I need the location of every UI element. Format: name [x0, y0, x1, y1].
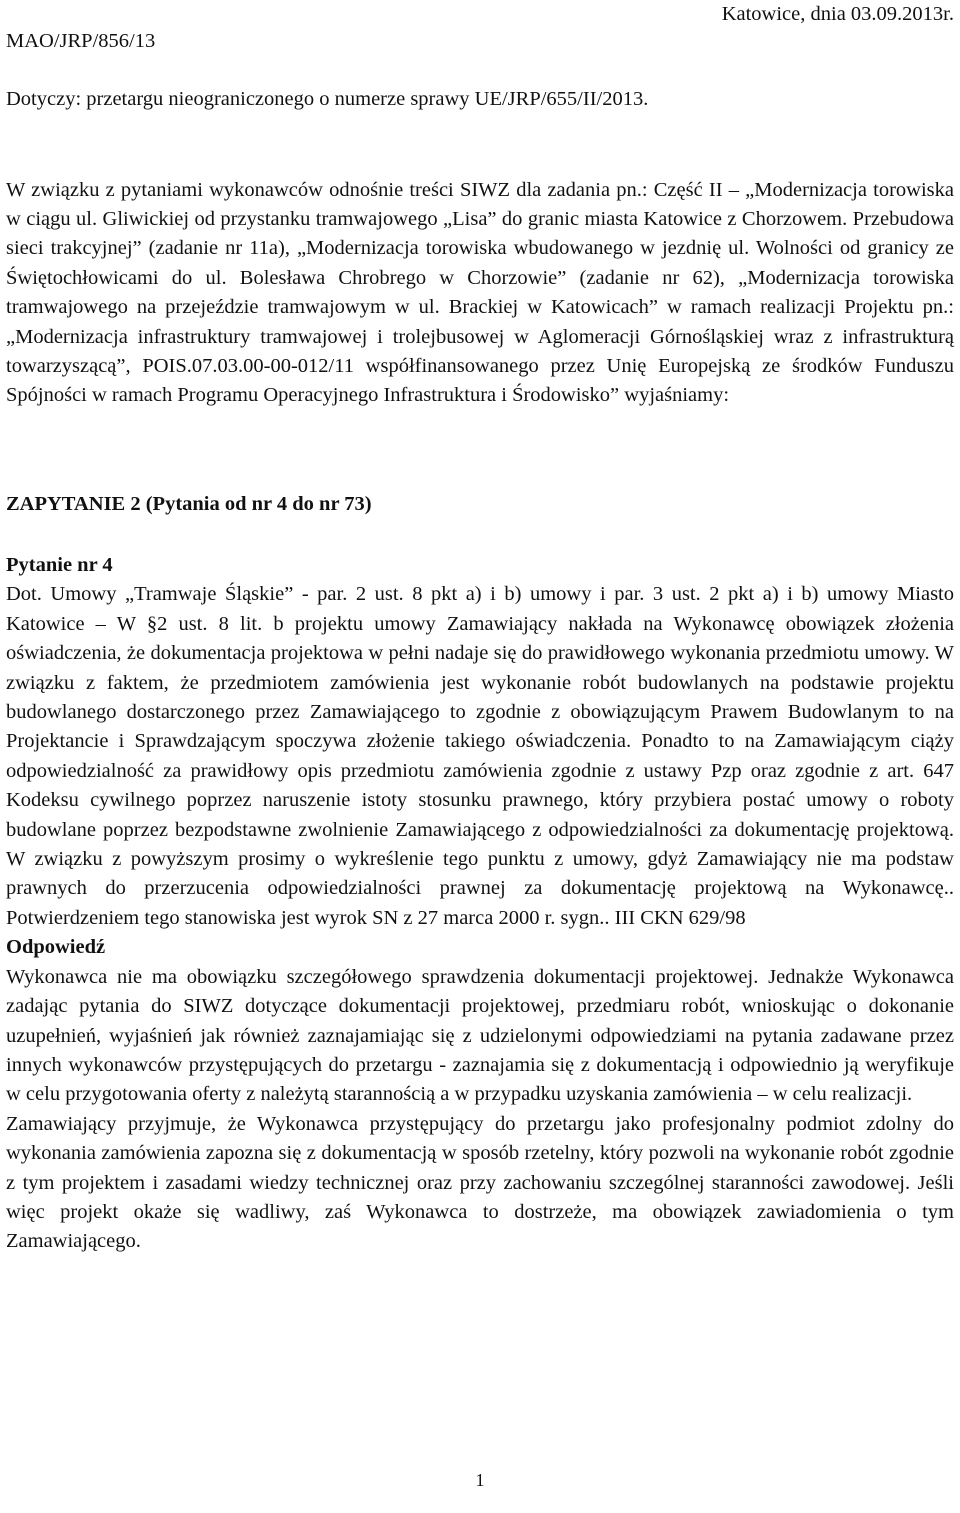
page-number: 1: [475, 1470, 485, 1490]
question-title: Pytanie nr 4: [6, 554, 113, 576]
question-section: [6, 490, 954, 1257]
answer-paragraph-2: Zamawiający przyjmuje, że Wykonawca przystępujący do przetargu jako profesjonalny podmiot zdolny do wykonania zamówienia zapozna się z dokumentacją w sposób rzetelny, który pozwoli na wykonanie robót zgodnie z tym projektem i zasadami wiedzy technicznej oraz przy zachowaniu szczególnej staranności zawodowej. Jeśli więc projekt okaże się wadliwy, zaś Wykonawca to dostrzeże, ma obowiązek zawiadomienia o tym Zamawiającego.: [6, 1112, 954, 1253]
document-date: Katowice, dnia 03.09.2013r.: [721, 3, 954, 25]
intro-paragraph: W związku z pytaniami wykonawców odnośnie treści SIWZ dla zadania pn.: Część II – „Modernizacja torowiska w ciągu ul. Gliwickiej od przystanku tramwajowego „Lisa” do granic miasta Katowice z Chorzowem. Przebudowa sieci trakcyjnej” (zadanie nr 11a), „Modernizacja torowiska wbudowanego w jezdnię ul. Wolności od granicy ze Świętochłowicami do ul. Bolesława Chrobrego w Chorzowie” (zadanie nr 62), „Modernizacja torowiska tramwajowego na przejeździe tramwajowym w ul. Brackiej w Katowicach” w ramach realizacji Projektu pn.: „Modernizacja infrastruktury tramwajowej i trolejbusowej w Aglomeracji Górnośląskiej wraz z infrastrukturą towarzyszącą”, POIS.07.03.00-00-012/11 współfinansowanego przez Unię Europejską ze środków Funduszu Spójności w ramach Programu Operacyjnego Infrastruktura i Środowisko” wyjaśniamy:: [6, 178, 954, 407]
subject-line: Dotyczy: przetargu nieograniczonego o numerze sprawy UE/JRP/655/II/2013.: [6, 88, 649, 110]
answer-title: Odpowiedź: [6, 936, 106, 959]
question-text: Dot. Umowy „Tramwaje Śląskie” - par. 2 ust. 8 pkt a) i b) umowy i par. 3 ust. 2 pkt a) i b) umowy Miasto Katowice – W §2 ust. 8 lit. b projektu umowy Zamawiający nakłada na Wykonawcę obowiązek złożenia oświadczenia, że dokumentacja projektowa w pełni nadaje się do prawidłowego wykonania przedmiotu umowy. W związku z faktem, że przedmiotem zamówienia jest wykonanie robót budowlanych na podstawie projektu budowlanego dostarczonego przez Zamawiającego to zgodnie z obowiązującym Prawem Budowlanym to na Projektancie i Sprawdzającym spoczywa złożenie takiego oświadczenia. Ponadto to na Zamawiającym ciąży odpowiedzialność za prawidłowy opis przedmiotu zamówienia zgodnie z ustawy Pzp oraz zgodnie z art. 647 Kodeksu cywilnego poprzez naruszenie istoty stosunku prawnego, który przybiera postać umowy o roboty budowlane poprzez bezpodstawne zwolnienie Zamawiającego z odpowiedzialności za dokumentację projektową. W związku z powyższym prosimy o wykreślenie tego punktu z umowy, gdyż Zamawiający nie ma podstaw prawnych do przerzucenia odpowiedzialności prawnej za dokumentację projektową na Wykonawcę.. Potwierdzeniem tego stanowiska jest wyrok SN z 27 marca 2000 r. sygn.. III CKN 629/98: [6, 583, 954, 929]
case-reference: MAO/JRP/856/13: [6, 30, 156, 52]
document-header: [6, 0, 954, 60]
answer-paragraph-1: Wykonawca nie ma obowiązku szczegółowego sprawdzenia dokumentacji projektowej. Jednakże Wykonawca zadając pytania do SIWZ dotyczące dokumentacji projektowej, przedmiaru robót, wnioskując o dokonanie uzupełnień, wyjaśnień jak również zaznajamiając się z udzielonymi odpowiedziami na pytania zadawane przez innych wykonawców przystępujących do przetargu - zaznajamia się z dokumentacją i odpowiednio ją weryfikuje w celu przygotowania oferty z należytą starannością a w przypadku uzyskania zamówienia – w celu realizacji.: [6, 965, 954, 1106]
document-page: [6, 0, 954, 1253]
question-set-title: ZAPYTANIE 2 (Pytania od nr 4 do nr 73): [6, 493, 372, 515]
